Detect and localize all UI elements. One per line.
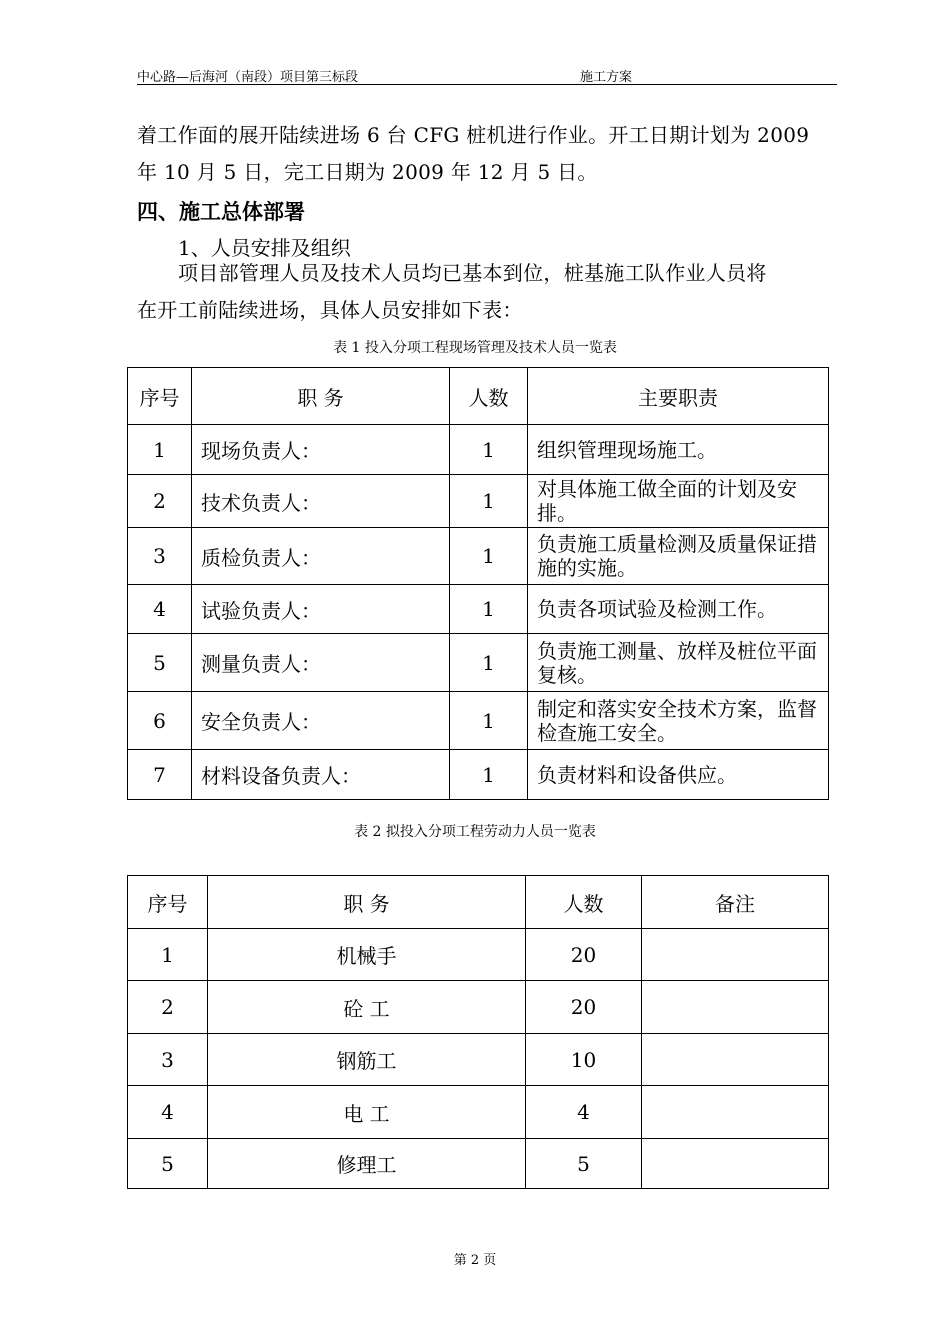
table-row xyxy=(128,929,829,981)
header-document-type: 施工方案 xyxy=(580,70,633,85)
table-cell: 4 xyxy=(128,585,192,634)
table-row xyxy=(128,1034,829,1086)
table-cell: 2 xyxy=(128,475,192,528)
table-cell: 1 xyxy=(128,929,208,981)
body-line-2: 年 10 月 5 日，完工日期为 2009 年 12 月 5 日。 xyxy=(137,160,598,184)
table-cell: 电 工 xyxy=(208,1086,526,1139)
body-line-4: 在开工前陆续进场，具体人员安排如下表： xyxy=(137,298,523,322)
table-cell: 安全负责人： xyxy=(192,692,450,750)
table-cell: 5 xyxy=(526,1139,642,1189)
table-cell: 3 xyxy=(128,528,192,585)
table-cell: 对具体施工做全面的计划及安排。 xyxy=(528,475,829,528)
table-cell: 试验负责人： xyxy=(192,585,450,634)
table-cell xyxy=(642,981,829,1034)
table-cell: 6 xyxy=(128,692,192,750)
header-cell: 主要职责 xyxy=(528,368,829,425)
header-cell: 人数 xyxy=(526,876,642,929)
table-cell: 1 xyxy=(450,750,528,800)
header-project-title: 中心路—后海河（南段）项目第三标段 xyxy=(137,70,359,85)
table-cell: 5 xyxy=(128,634,192,692)
table-cell: 1 xyxy=(128,425,192,475)
header-cell: 职 务 xyxy=(192,368,450,425)
header-cell: 序号 xyxy=(128,368,192,425)
table-cell xyxy=(642,1139,829,1189)
management-staff-table xyxy=(127,367,829,800)
header-cell: 人数 xyxy=(450,368,528,425)
table1-caption: 表 1 投入分项工程现场管理及技术人员一览表 xyxy=(333,340,617,356)
header-cell: 职 务 xyxy=(208,876,526,929)
page-header xyxy=(137,64,837,85)
table-cell: 5 xyxy=(128,1139,208,1189)
page-number: 第 2 页 xyxy=(453,1253,497,1268)
table-cell xyxy=(642,929,829,981)
table-cell: 修理工 xyxy=(208,1139,526,1189)
header-cell: 序号 xyxy=(128,876,208,929)
table-cell: 4 xyxy=(128,1086,208,1139)
table-row xyxy=(128,425,829,475)
table-cell: 1 xyxy=(450,425,528,475)
table-row xyxy=(128,1139,829,1189)
table-row xyxy=(128,528,829,585)
table-cell: 负责各项试验及检测工作。 xyxy=(528,585,829,634)
table-cell: 1 xyxy=(450,475,528,528)
table-cell: 7 xyxy=(128,750,192,800)
table-header-row xyxy=(128,368,829,425)
table-cell: 组织管理现场施工。 xyxy=(528,425,829,475)
table-cell: 2 xyxy=(128,981,208,1034)
table-cell: 3 xyxy=(128,1034,208,1086)
table-cell: 现场负责人： xyxy=(192,425,450,475)
table-cell: 技术负责人： xyxy=(192,475,450,528)
table-cell: 20 xyxy=(526,929,642,981)
table-cell: 1 xyxy=(450,585,528,634)
table-row xyxy=(128,981,829,1034)
subsection-heading: 1、人员安排及组织 xyxy=(178,236,351,260)
header-cell: 备注 xyxy=(642,876,829,929)
table-cell: 负责材料和设备供应。 xyxy=(528,750,829,800)
table-cell: 钢筋工 xyxy=(208,1034,526,1086)
table-cell: 负责施工质量检测及质量保证措施的实施。 xyxy=(528,528,829,585)
table2-caption: 表 2 拟投入分项工程劳动力人员一览表 xyxy=(354,824,596,840)
table-cell: 1 xyxy=(450,634,528,692)
table-cell: 负责施工测量、放样及桩位平面复核。 xyxy=(528,634,829,692)
table-cell: 制定和落实安全技术方案，监督检查施工安全。 xyxy=(528,692,829,750)
table-cell: 10 xyxy=(526,1034,642,1086)
table-row xyxy=(128,475,829,528)
table-row xyxy=(128,750,829,800)
table-cell: 质检负责人： xyxy=(192,528,450,585)
table-cell: 1 xyxy=(450,692,528,750)
table-cell xyxy=(642,1034,829,1086)
table-row xyxy=(128,1086,829,1139)
table-cell: 20 xyxy=(526,981,642,1034)
table-cell: 1 xyxy=(450,528,528,585)
table-cell: 4 xyxy=(526,1086,642,1139)
table-cell: 机械手 xyxy=(208,929,526,981)
table-cell: 砼 工 xyxy=(208,981,526,1034)
table-header-row xyxy=(128,876,829,929)
labor-staff-table xyxy=(127,875,829,1189)
table-row xyxy=(128,634,829,692)
body-line-3: 项目部管理人员及技术人员均已基本到位，桩基施工队作业人员将 xyxy=(178,261,767,285)
section-heading: 四、施工总体部署 xyxy=(137,199,305,224)
table-cell xyxy=(642,1086,829,1139)
table-row xyxy=(128,692,829,750)
table-cell: 测量负责人： xyxy=(192,634,450,692)
table-row xyxy=(128,585,829,634)
body-line-1: 着工作面的展开陆续进场 6 台 CFG 桩机进行作业。开工日期计划为 2009 xyxy=(137,123,810,147)
table-cell: 材料设备负责人： xyxy=(192,750,450,800)
